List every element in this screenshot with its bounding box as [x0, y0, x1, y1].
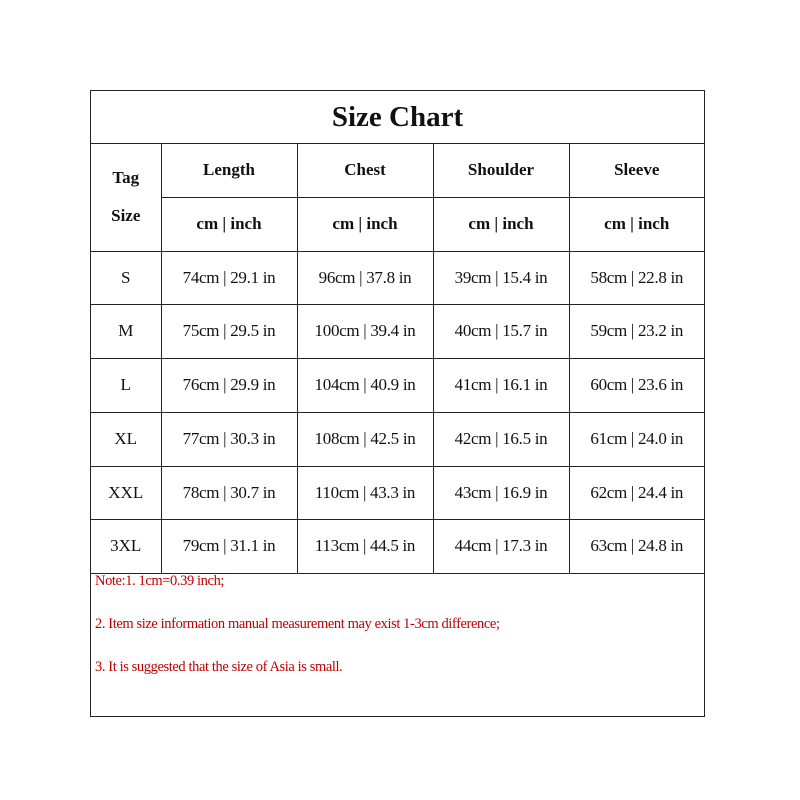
note-line-1: Note:1. 1cm=0.39 inch;	[95, 573, 225, 589]
unit-chest: cm | inch	[297, 197, 433, 251]
length-cell: 75cm | 29.5 in	[161, 304, 297, 358]
column-header-sleeve: Sleeve	[569, 144, 704, 197]
size-table	[91, 144, 704, 574]
tag-size-header	[91, 144, 161, 251]
shoulder-cell: 40cm | 15.7 in	[433, 304, 569, 358]
unit-row	[91, 197, 704, 251]
column-header-shoulder: Shoulder	[433, 144, 569, 197]
unit-length: cm | inch	[161, 197, 297, 251]
column-header-chest: Chest	[297, 144, 433, 197]
sleeve-cell: 60cm | 23.6 in	[569, 358, 704, 412]
size-chart	[90, 90, 705, 717]
sleeve-cell: 59cm | 23.2 in	[569, 304, 704, 358]
chest-cell: 108cm | 42.5 in	[297, 412, 433, 466]
shoulder-cell: 44cm | 17.3 in	[433, 519, 569, 573]
chest-cell: 100cm | 39.4 in	[297, 304, 433, 358]
table-row	[91, 251, 704, 304]
column-header-length: Length	[161, 144, 297, 197]
chest-cell: 113cm | 44.5 in	[297, 519, 433, 573]
unit-shoulder: cm | inch	[433, 197, 569, 251]
size-cell: 3XL	[91, 519, 161, 573]
chest-cell: 96cm | 37.8 in	[297, 251, 433, 304]
length-cell: 79cm | 31.1 in	[161, 519, 297, 573]
header-row	[91, 144, 704, 197]
chest-cell: 104cm | 40.9 in	[297, 358, 433, 412]
size-cell: L	[91, 358, 161, 412]
unit-sleeve: cm | inch	[569, 197, 704, 251]
table-row	[91, 358, 704, 412]
size-cell: S	[91, 251, 161, 304]
shoulder-cell: 42cm | 16.5 in	[433, 412, 569, 466]
size-cell: XL	[91, 412, 161, 466]
table-row	[91, 466, 704, 519]
table-row	[91, 519, 704, 573]
size-cell: M	[91, 304, 161, 358]
shoulder-cell: 39cm | 15.4 in	[433, 251, 569, 304]
tag-label: Tag	[112, 168, 140, 188]
length-cell: 76cm | 29.9 in	[161, 358, 297, 412]
sleeve-cell: 63cm | 24.8 in	[569, 519, 704, 573]
size-cell: XXL	[91, 466, 161, 519]
note-line-3: 3. It is suggested that the size of Asia is small.	[95, 659, 343, 675]
chest-cell: 110cm | 43.3 in	[297, 466, 433, 519]
note-line-2: 2. Item size information manual measurement may exist 1-3cm difference;	[95, 616, 500, 632]
length-cell: 78cm | 30.7 in	[161, 466, 297, 519]
sleeve-cell: 58cm | 22.8 in	[569, 251, 704, 304]
chart-title: Size Chart	[91, 91, 704, 144]
size-label: Size	[111, 206, 141, 226]
table-row	[91, 304, 704, 358]
length-cell: 74cm | 29.1 in	[161, 251, 297, 304]
length-cell: 77cm | 30.3 in	[161, 412, 297, 466]
shoulder-cell: 43cm | 16.9 in	[433, 466, 569, 519]
shoulder-cell: 41cm | 16.1 in	[433, 358, 569, 412]
table-row	[91, 412, 704, 466]
sleeve-cell: 62cm | 24.4 in	[569, 466, 704, 519]
sleeve-cell: 61cm | 24.0 in	[569, 412, 704, 466]
